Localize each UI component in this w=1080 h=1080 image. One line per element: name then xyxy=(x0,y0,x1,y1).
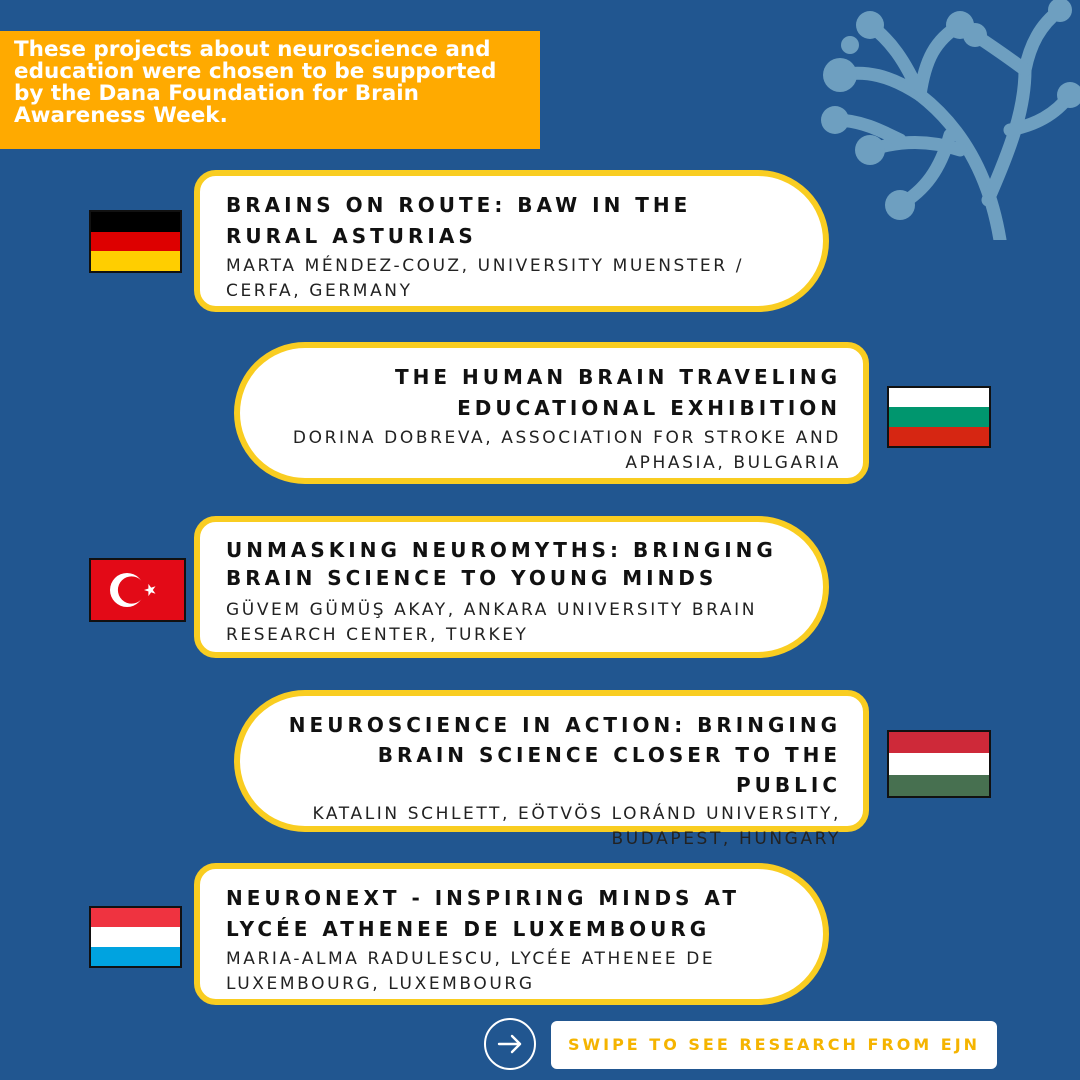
project-card xyxy=(234,690,869,849)
project-author: MARTA MÉNDEZ-COUZ, UNIVERSITY MUENSTER / CERFA, GERMANY xyxy=(226,256,745,301)
project-author: MARIA-ALMA RADULESCU, LYCÉE ATHENEE DE LUXEMBOURG, LUXEMBOURG xyxy=(226,949,716,994)
turkey-flag-icon xyxy=(89,558,186,622)
project-title: BRAINS ON ROUTE: BAW IN THE RURAL ASTURIAS xyxy=(226,193,692,248)
project-title: NEUROSCIENCE IN ACTION: BRINGING BRAIN SCIENCE CLOSER TO THE PUBLIC xyxy=(288,713,841,797)
swipe-cta-button[interactable] xyxy=(551,1021,997,1069)
project-author: DORINA DOBREVA, ASSOCIATION FOR STROKE AND APHASIA, BULGARIA xyxy=(292,428,841,473)
hungary-flag-icon xyxy=(887,730,991,798)
project-title: UNMASKING NEUROMYTHS: BRINGING BRAIN SCIENCE TO YOUNG MINDS xyxy=(226,538,777,590)
project-card xyxy=(194,863,829,1005)
crescent-star-icon xyxy=(91,560,184,620)
germany-flag-icon xyxy=(89,210,182,273)
luxembourg-flag-icon xyxy=(89,906,182,968)
project-author: GÜVEM GÜMÜŞ AKAY, ANKARA UNIVERSITY BRAIN RESEARCH CENTER, TURKEY xyxy=(226,600,758,645)
next-arrow-button[interactable] xyxy=(484,1018,536,1070)
arrow-right-icon xyxy=(486,1020,534,1068)
intro-text: These projects about neuroscience and education were chosen to be supported by the Dana Foundation for Brain Awareness Week. xyxy=(14,37,497,128)
project-title: THE HUMAN BRAIN TRAVELING EDUCATIONAL EXHIBITION xyxy=(395,365,841,420)
swipe-label: SWIPE TO SEE RESEARCH FROM EJN xyxy=(567,1035,981,1054)
project-card xyxy=(194,170,829,312)
project-card xyxy=(194,516,829,658)
project-card xyxy=(234,342,869,484)
project-title: NEURONEXT - INSPIRING MINDS AT LYCÉE ATHENEE DE LUXEMBOURG xyxy=(226,886,740,941)
intro-banner xyxy=(0,31,540,149)
project-author: KATALIN SCHLETT, EÖTVÖS LORÁND UNIVERSITY, BUDAPEST, HUNGARY xyxy=(312,804,841,849)
bulgaria-flag-icon xyxy=(887,386,991,448)
